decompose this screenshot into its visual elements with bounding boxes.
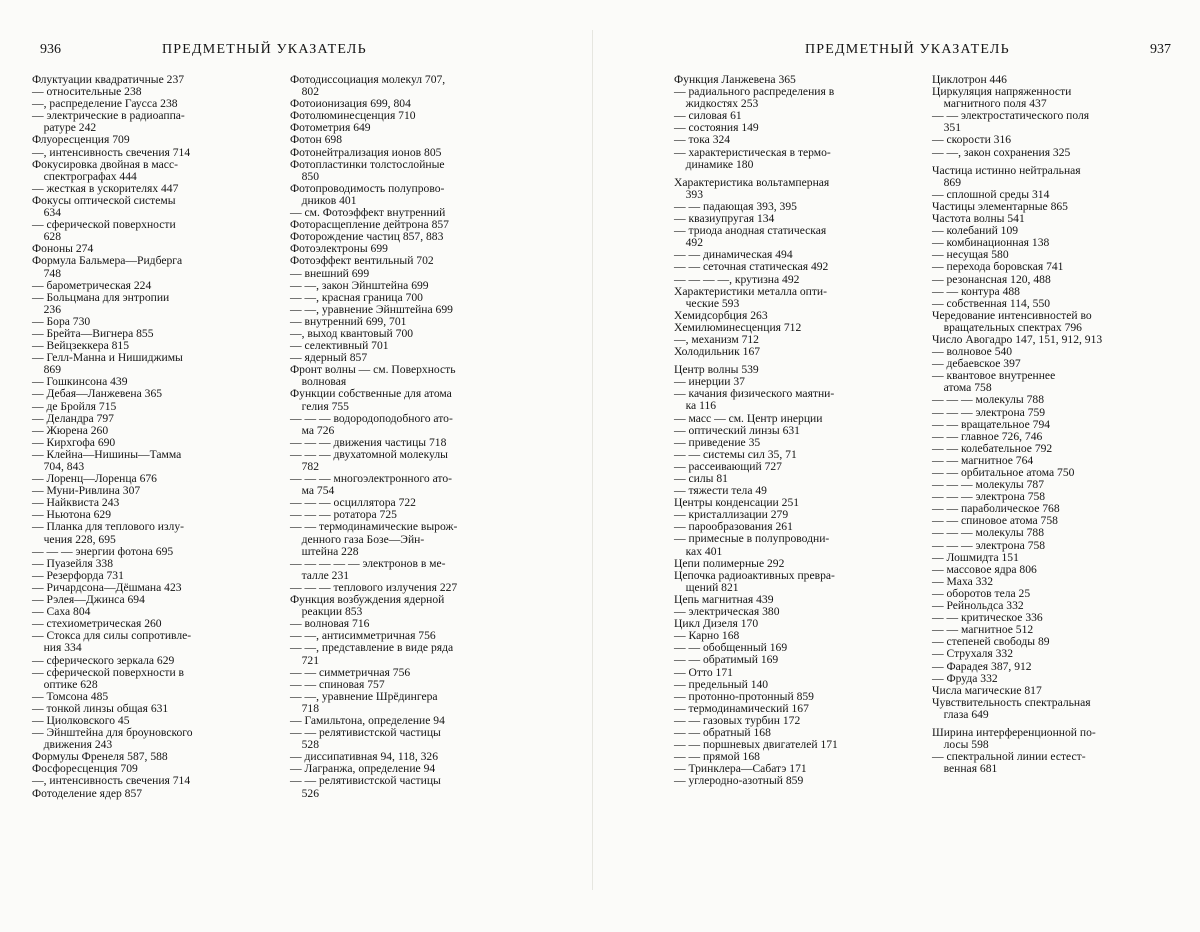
index-entry: — — релятивистской частицы	[290, 774, 441, 788]
index-entry: Частота волны 541	[932, 212, 1025, 226]
index-entry: Фотодиссоциация молекул 707,	[290, 73, 446, 86]
index-entry: — Брейта—Вигнера 855	[32, 326, 154, 340]
index-entry: — Гошкинсона 439	[32, 375, 128, 389]
index-entry: — —, представление в виде ряда	[290, 641, 454, 655]
index-entry: — — динамическая 494	[674, 248, 793, 262]
index-entry: Фотон 698	[290, 133, 343, 147]
index-entry: Фотонейтрализация ионов 805	[290, 145, 442, 159]
index-entry: Фоторасщепление дейтрона 857	[290, 218, 449, 232]
index-entry: — масс — см. Центр инерции	[674, 411, 823, 425]
index-entry: — — спиновое атома 758	[932, 514, 1058, 528]
index-entry: Хемилюминесценция 712	[674, 320, 802, 334]
index-entry: — волновое 540	[932, 345, 1013, 359]
index-entry: — — спиновая 757	[290, 677, 385, 691]
index-entry: —, механизм 712	[674, 332, 759, 346]
index-entry: Фотопластинки толстослойные	[290, 157, 445, 171]
index-entry: — протонно-протонный 859	[674, 689, 814, 703]
index-entry: — — — многоэлектронного ато-	[290, 472, 452, 486]
index-entry: 634	[32, 206, 61, 220]
index-entry: — — сеточная статическая 492	[674, 260, 829, 274]
index-entry: —, интенсивность свечения 714	[32, 145, 191, 159]
index-entry: — перехода боровская 741	[932, 260, 1064, 274]
index-column	[290, 74, 580, 800]
index-entry: — см. Фотоэффект внутренний	[290, 206, 446, 220]
index-entry: — —, красная граница 700	[290, 290, 423, 304]
index-entry: Фотометрия 649	[290, 121, 371, 135]
index-entry: 782	[290, 460, 319, 473]
index-entry: — характеристическая в термо-	[674, 145, 831, 159]
index-entry: — — — электрона 758	[932, 490, 1046, 504]
index-entry: Фононы 274	[32, 242, 94, 256]
index-entry: — Маха 332	[932, 574, 994, 588]
index-entry: — —, закон Эйнштейна 699	[290, 278, 429, 292]
index-entry: — состояния 149	[674, 121, 759, 135]
index-entry: — —, закон сохранения 325	[932, 145, 1071, 159]
index-entry: реакции 853	[290, 605, 363, 619]
index-entry: — силовая 61	[674, 109, 742, 123]
index-entry: — углеродно-азотный 859	[674, 774, 804, 788]
index-entry: — — — водородоподобного ато-	[290, 411, 453, 425]
index-entry: — — — —, крутизна 492	[674, 272, 800, 286]
index-entry: — — падающая 393, 395	[674, 199, 797, 213]
index-entry: — диссипативная 94, 118, 326	[290, 750, 439, 764]
index-entry: Цепи полимерные 292	[674, 556, 785, 570]
index-entry: 528	[290, 738, 319, 752]
index-entry: — Лагранжа, определение 94	[290, 762, 436, 776]
index-entry: — —, уравнение Эйнштейна 699	[290, 302, 453, 316]
index-entry: 236	[32, 302, 61, 316]
index-entry: ках 401	[674, 544, 723, 558]
index-entry: — Фруда 332	[932, 671, 998, 685]
index-entry: штейна 228	[290, 544, 359, 558]
index-entry: — Жюрена 260	[32, 423, 109, 437]
index-entry: — сферического зеркала 629	[32, 653, 175, 667]
index-entry: — — обратимый 169	[674, 653, 779, 667]
index-entry: — Бора 730	[32, 314, 91, 328]
index-entry: — — системы сил 35, 71	[674, 447, 797, 461]
index-entry: — относительные 238	[32, 85, 142, 99]
index-entry: — оптический линзы 631	[674, 423, 800, 437]
index-entry: Фосфоресценция 709	[32, 762, 138, 776]
index-entry: — оборотов тела 25	[932, 586, 1031, 600]
index-entry: венная 681	[932, 762, 998, 776]
index-entry: 704, 843	[32, 460, 85, 473]
index-entry: — — обобщенный 169	[674, 641, 788, 655]
index-entry: — Рэлея—Джинса 694	[32, 593, 145, 607]
index-entry: ческие 593	[674, 296, 740, 310]
index-entry: — стехиометрическая 260	[32, 617, 162, 631]
index-entry: — триода анодная статическая	[674, 224, 827, 238]
page-number: 936	[40, 42, 61, 57]
index-column	[674, 74, 928, 787]
index-entry: — квантовое внутреннее	[932, 369, 1056, 383]
index-entry: — сплошной среды 314	[932, 187, 1050, 201]
index-entry: — Гелл-Манна и Нишиджимы	[32, 351, 183, 365]
index-entry: — внешний 699	[290, 266, 370, 280]
index-entry: 721	[290, 653, 319, 667]
index-entry: Характеристика вольтамперная	[674, 175, 830, 189]
index-entry: — Лошмидта 151	[932, 550, 1019, 564]
index-entry: Фотоионизация 699, 804	[290, 97, 411, 111]
index-entry: — Резерфорда 731	[32, 568, 124, 582]
index-entry: — —, уравнение Шрёдингера	[290, 689, 438, 703]
index-entry: — — электростатического поля	[932, 109, 1090, 123]
index-entry: Флуоресценция 709	[32, 133, 130, 147]
index-entry: Формулы Френеля 587, 588	[32, 750, 168, 764]
index-entry: — Муни-Ривлина 307	[32, 484, 141, 498]
index-entry: оптике 628	[32, 677, 98, 691]
index-entry: Фокусы оптической системы	[32, 193, 176, 207]
index-entry: — Циолковского 45	[32, 713, 130, 727]
index-entry: — барометрическая 224	[32, 278, 152, 292]
index-entry: Центр волны 539	[674, 363, 759, 377]
index-entry: — Фарадея 387, 912	[932, 659, 1032, 673]
index-entry: лосы 598	[932, 738, 989, 752]
index-entry: щений 821	[674, 580, 739, 594]
index-entry: Ширина интерференционной по-	[932, 725, 1096, 739]
index-entry: 351	[932, 121, 961, 135]
index-entry: Функция возбуждения ядерной	[290, 593, 445, 607]
index-entry: 526	[290, 786, 319, 800]
index-entry: — Тринклера—Сабатэ 171	[674, 762, 807, 776]
page-number: 937	[1150, 42, 1171, 57]
index-entry: — — — молекулы 788	[932, 393, 1045, 407]
index-entry: — Эйнштейна для броуновского	[32, 726, 193, 740]
index-entry: — сферической поверхности в	[32, 665, 185, 679]
index-entry: —, распределение Гаусса 238	[32, 97, 178, 111]
index-entry: 718	[290, 701, 319, 715]
index-entry: 748	[32, 266, 61, 280]
index-entry: чения 228, 695	[32, 532, 116, 546]
index-entry: — Пуазейля 338	[32, 556, 113, 570]
index-entry: — — — теплового излучения 227	[290, 580, 458, 594]
index-entry: 492	[674, 236, 703, 250]
index-entry: — тонкой линзы общая 631	[32, 701, 169, 715]
index-entry: — спектральной линии естест-	[932, 750, 1086, 764]
index-entry: ма 754	[290, 484, 335, 498]
index-entry: — электрические в радиоаппа-	[32, 109, 185, 123]
index-entry: — Отто 171	[674, 665, 733, 679]
running-header: ПРЕДМЕТНЫЙ УКАЗАТЕЛЬ	[162, 42, 367, 57]
index-entry: Фотоделение ядер 857	[32, 786, 143, 800]
index-entry: Фотоэффект вентильный 702	[290, 254, 434, 268]
index-entry: — — прямой 168	[674, 750, 760, 764]
index-entry: Функции собственные для атома	[290, 387, 452, 401]
index-entry: — Рейнольдса 332	[932, 599, 1024, 613]
index-entry: — — — ротатора 725	[290, 508, 397, 522]
index-entry: — — орбитальное атома 750	[932, 466, 1075, 479]
index-entry: — кристаллизации 279	[674, 508, 789, 522]
index-entry: — предельный 140	[674, 677, 769, 691]
index-entry: — квазиупругая 134	[674, 212, 775, 226]
index-entry: Частицы элементарные 865	[932, 199, 1068, 213]
index-entry: — резонансная 120, 488	[932, 272, 1051, 286]
index-entry: — Найквиста 243	[32, 496, 120, 510]
index-entry: — — — движения частицы 718	[290, 435, 447, 449]
index-entry: — волновая 716	[290, 617, 370, 631]
index-entry: ка 116	[674, 399, 717, 413]
index-entry: — — колебательное 792	[932, 441, 1053, 455]
index-entry: — качания физического маятни-	[674, 387, 835, 401]
index-entry: — — контура 488	[932, 284, 1020, 298]
index-entry: — — главное 726, 746	[932, 429, 1043, 443]
index-entry: Флуктуации квадратичные 237	[32, 73, 185, 86]
index-entry: — Деландра 797	[32, 411, 114, 425]
index-entry: дников 401	[290, 193, 357, 207]
index-entry: Хемидсорбция 263	[674, 308, 768, 322]
index-entry: Центры конденсации 251	[674, 496, 800, 510]
index-entry: — силы 81	[674, 472, 728, 485]
index-entry: 802	[290, 85, 319, 99]
index-entry: — — вращательное 794	[932, 417, 1051, 431]
index-entry: Фокусировка двойная в масс-	[32, 157, 178, 171]
index-entry: — рассеивающий 727	[674, 459, 782, 473]
index-entry: Фотоэлектроны 699	[290, 242, 388, 256]
index-entry: — Дебая—Ланжевена 365	[32, 387, 163, 401]
index-entry: Характеристики металла опти-	[674, 284, 827, 298]
index-entry: Фронт волны — см. Поверхность	[290, 363, 456, 377]
index-entry: — массовое ядра 806	[932, 562, 1037, 576]
index-entry: — ядерный 857	[290, 351, 368, 365]
index-entry: — жесткая в ускорителях 447	[32, 181, 179, 195]
index-entry: — де Бройля 715	[32, 399, 117, 413]
index-entry: Чередование интенсивностей во	[932, 308, 1092, 322]
index-entry: Цикл Дизеля 170	[674, 617, 759, 631]
index-entry: гелия 755	[290, 399, 349, 413]
index-entry: — Карно 168	[674, 629, 740, 643]
index-entry: — Больцмана для энтропии	[32, 290, 170, 304]
index-entry: — — магнитное 764	[932, 453, 1034, 467]
index-entry: — Струхаля 332	[932, 647, 1014, 661]
index-entry: — парообразования 261	[674, 520, 793, 534]
index-entry: — Ньютона 629	[32, 508, 112, 522]
index-entry: Циклотрон 446	[932, 73, 1007, 86]
index-entry: вращательных спектрах 796	[932, 320, 1082, 334]
index-entry: волновая	[290, 375, 347, 389]
index-entry: — Клейна—Нишины—Тамма	[32, 447, 182, 461]
index-entry: талле 231	[290, 568, 350, 582]
index-entry: — — — осциллятора 722	[290, 496, 416, 510]
index-entry: — — — энергии фотона 695	[32, 544, 174, 558]
index-entry: Фотопроводимость полупрово-	[290, 181, 445, 195]
page-gutter	[592, 30, 593, 890]
index-entry: — тока 324	[674, 133, 731, 147]
index-column	[932, 74, 1194, 775]
index-entry: 628	[32, 230, 61, 244]
index-entry: движения 243	[32, 738, 113, 752]
index-entry: — — — электрона 758	[932, 538, 1046, 552]
index-entry: — Вейцзеккера 815	[32, 339, 130, 353]
index-entry: денного газа Бозе—Эйн-	[290, 532, 425, 546]
index-entry: Холодильник 167	[674, 345, 761, 359]
index-entry: — приведение 35	[674, 435, 761, 449]
index-entry: — —, антисимметричная 756	[290, 629, 436, 643]
index-entry: — — — электрона 759	[932, 405, 1046, 419]
index-entry: Число Авогадро 147, 151, 912, 913	[932, 332, 1103, 346]
index-column	[32, 74, 284, 800]
index-entry: — Ричардсона—Дёшмана 423	[32, 580, 182, 594]
left-page	[0, 0, 588, 932]
index-entry: — — — молекулы 787	[932, 478, 1045, 492]
index-entry: 869	[932, 175, 961, 189]
index-entry: атома 758	[932, 381, 992, 395]
index-entry: — — критическое 336	[932, 611, 1043, 625]
index-entry: — — параболическое 768	[932, 502, 1060, 516]
index-entry: ма 726	[290, 423, 335, 437]
index-entry: Функция Ланжевена 365	[674, 73, 796, 86]
index-entry: динамике 180	[674, 157, 754, 171]
index-entry: Частица истинно нейтральная	[932, 163, 1081, 177]
index-entry: — дебаевское 397	[932, 357, 1021, 371]
index-entry: —, выход квантовый 700	[290, 326, 414, 340]
index-entry: жидкостях 253	[674, 97, 759, 111]
index-entry: — комбинационная 138	[932, 236, 1050, 250]
running-header: ПРЕДМЕТНЫЙ УКАЗАТЕЛЬ	[805, 42, 1010, 57]
index-entry: спектрографах 444	[32, 169, 137, 183]
index-entry: — Томсона 485	[32, 689, 109, 703]
index-entry: — Саха 804	[32, 605, 91, 619]
index-entry: — — релятивистской частицы	[290, 726, 441, 740]
index-entry: — — газовых турбин 172	[674, 713, 801, 727]
index-entry: — радиального распределения в	[674, 85, 835, 99]
index-entry: — Гамильтона, определение 94	[290, 713, 445, 727]
index-entry: Числа магические 817	[932, 683, 1042, 697]
index-entry: 850	[290, 169, 319, 183]
index-entry: —, интенсивность свечения 714	[32, 774, 191, 788]
index-entry: Цепь магнитная 439	[674, 592, 774, 606]
index-entry: — колебаний 109	[932, 224, 1019, 238]
index-entry: — собственная 114, 550	[932, 296, 1051, 310]
index-entry: ния 334	[32, 641, 82, 655]
index-entry: Циркуляция напряженности	[932, 85, 1072, 99]
index-entry: глаза 649	[932, 707, 989, 721]
index-entry: — — термодинамические вырож-	[290, 520, 458, 534]
index-entry: — — поршневых двигателей 171	[674, 738, 838, 752]
index-entry: — степеней свободы 89	[932, 635, 1050, 649]
index-entry: — Планка для теплового излу-	[32, 520, 184, 534]
index-entry: — — — молекулы 788	[932, 526, 1045, 540]
index-entry: — примесные в полупроводни-	[674, 532, 830, 546]
right-page	[600, 0, 1200, 932]
index-entry: — скорости 316	[932, 133, 1012, 147]
index-entry: — инерции 37	[674, 375, 745, 389]
index-entry: — Лоренц—Лоренца 676	[32, 472, 157, 486]
index-entry: — внутренний 699, 701	[290, 314, 407, 328]
index-entry: Цепочка радиоактивных превра-	[674, 568, 835, 582]
index-entry: — несущая 580	[932, 248, 1009, 262]
index-entry: — — — — — электронов в ме-	[290, 556, 446, 570]
index-entry: — — симметричная 756	[290, 665, 411, 679]
index-entry: — сферической поверхности	[32, 218, 176, 232]
index-entry: — — магнитное 512	[932, 623, 1034, 637]
index-entry: — — — двухатомной молекулы	[290, 447, 448, 461]
index-entry: 869	[32, 363, 61, 377]
index-entry: — Стокса для силы сопротивле-	[32, 629, 192, 643]
index-entry: — электрическая 380	[674, 605, 780, 619]
index-entry: 393	[674, 187, 703, 201]
index-entry: магнитного поля 437	[932, 97, 1047, 111]
index-entry: — тяжести тела 49	[674, 484, 767, 498]
index-entry: — термодинамический 167	[674, 701, 809, 715]
index-entry: Фоторождение частиц 857, 883	[290, 230, 444, 244]
index-entry: — селективный 701	[290, 339, 389, 353]
index-entry: ратуре 242	[32, 121, 97, 135]
index-entry: — — обратный 168	[674, 725, 771, 739]
index-entry: Формула Бальмера—Ридберга	[32, 254, 183, 268]
index-entry: — Кирхгофа 690	[32, 435, 116, 449]
index-entry: Чувствительность спектральная	[932, 695, 1091, 709]
index-entry: Фотолюминесценция 710	[290, 109, 416, 123]
